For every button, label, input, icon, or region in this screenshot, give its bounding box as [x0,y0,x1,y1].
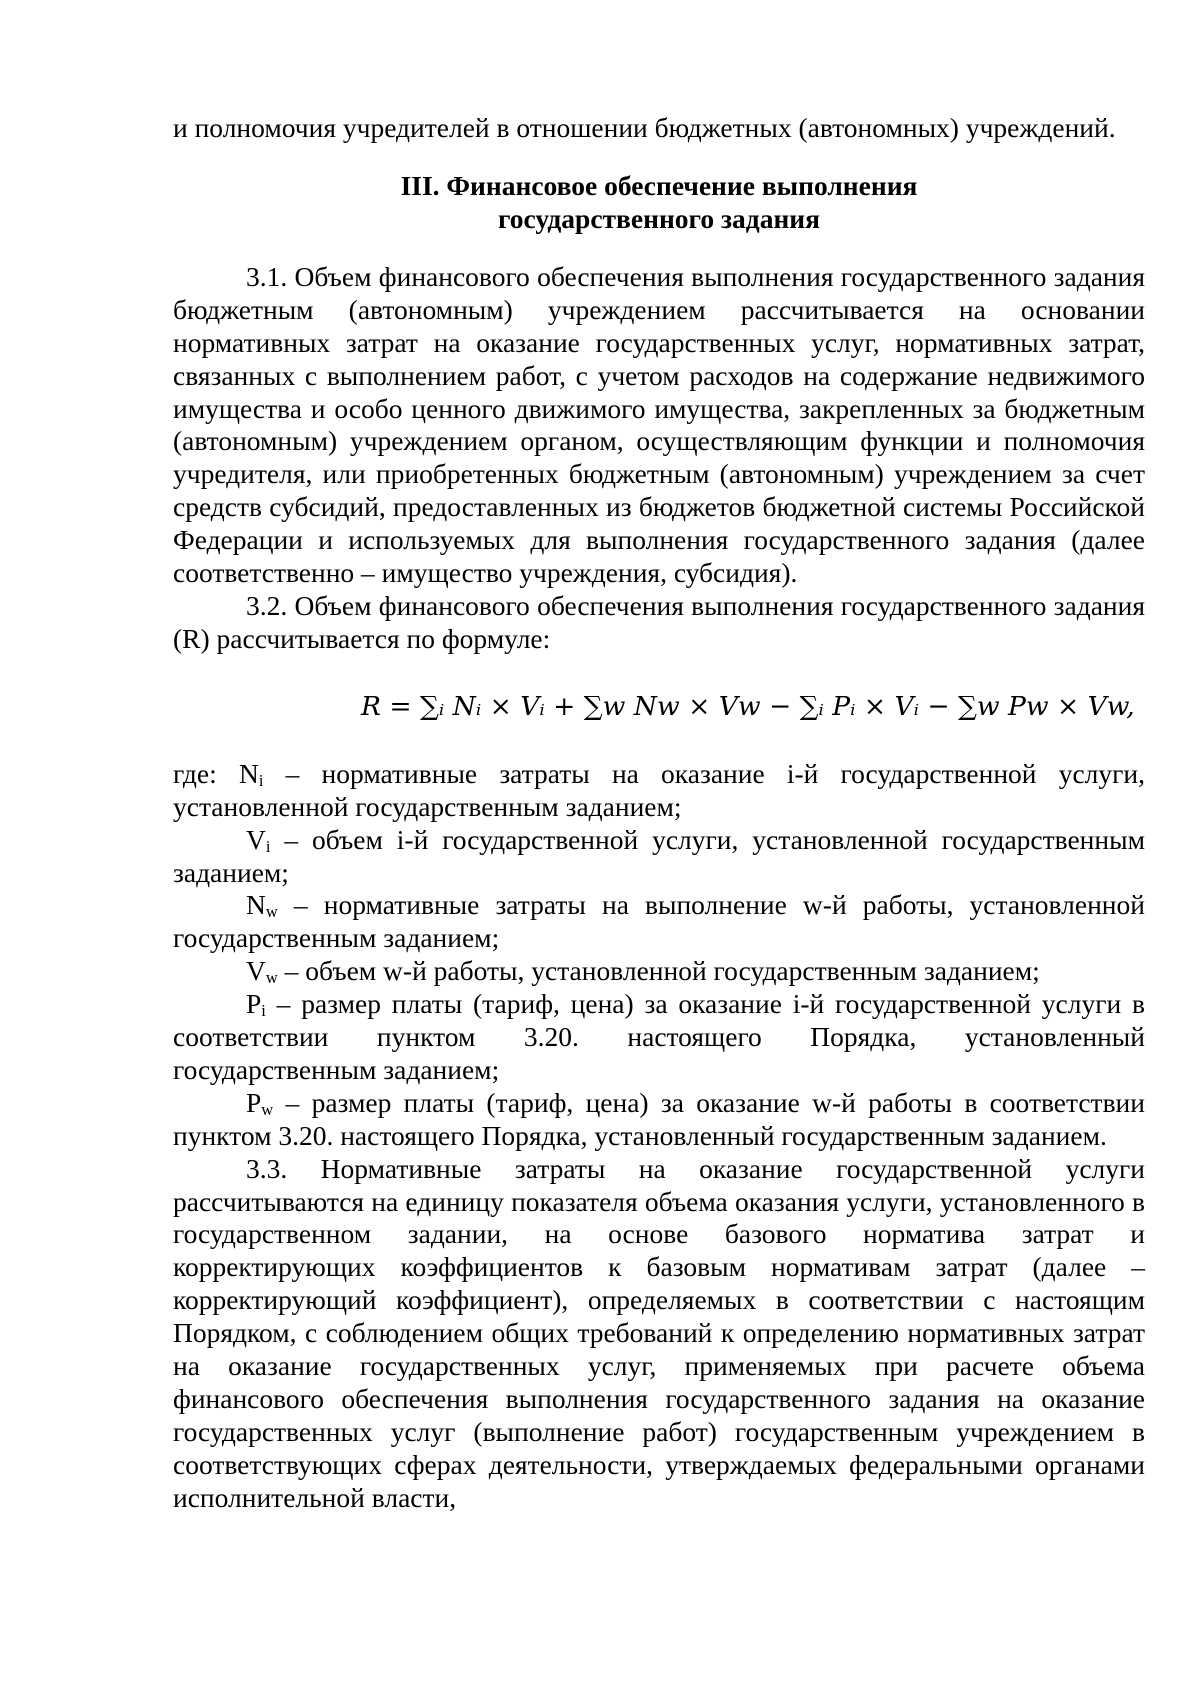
paragraph-3-2: 3.2. Объем финансового обеспечения выполнения государственного задания (R) рассчитывается по формуле: [173,589,1145,654]
paragraph-3-1: 3.1. Объем финансового обеспечения выполнения государственного задания бюджетным (автономным) учреждением рассчитывается на основании нормативных затрат на оказание государственных услуг, нормативных затрат, связанных с выполнением работ, с учетом расходов на содержание недвижимого имущества и особо ценного движимого имущества, закрепленных за бюджетным (автономным) учреждением органом, осуществляющим функции и полномочия учредителя, или приобретенных бюджетным (автономным) учреждением за счет средств субсидий, предоставленных из бюджетов бюджетной системы Российской Федерации и используемых для выполнения государственного задания (далее соответственно – имущество учреждения, субсидия). [173,260,1145,589]
definition-pw [173,1087,1145,1153]
definition-pi [173,988,1145,1087]
section-heading-line-1: III. Финансовое обеспечение выполнения [400,169,918,201]
definition-symbol: N [238,757,259,789]
definition-subscript: w [261,1099,274,1119]
definition-symbol: V [246,823,266,855]
section-heading-line-2: государственного задания [497,202,821,234]
definition-vw [173,955,1145,988]
definition-ni [173,758,1145,824]
definition-subscript: i [261,1001,266,1021]
definition-subscript: w [265,968,278,988]
formula: R = ∑ᵢ Nᵢ × Vᵢ + ∑w Nw × Vw − ∑ᵢ Pᵢ × Vᵢ − ∑w Pw × Vw, [361,690,1135,722]
definition-text: – размер платы (тариф, цена) за оказание w-й работы в соответствии пунктом 3.20. настоящего Порядка, установленный государственным заданием. [173,1086,1145,1151]
definition-symbol: P [246,1086,262,1118]
definition-subscript: i [265,836,271,856]
intro-paragraph: и полномочия учредителей в отношении бюджетных (автономных) учреждений. [173,112,1116,143]
definition-prefix: где: [173,757,239,789]
definition-text: – нормативные затраты на оказание i-й государственной услуги, установленной государственным заданием; [173,757,1146,822]
definition-text: – объем w-й работы, установленной государственным заданием; [277,955,1040,987]
definition-symbol: P [246,988,262,1020]
definition-symbol: V [246,955,266,987]
definition-text: – объем i-й государственной услуги, установленной государственным заданием; [173,823,1145,888]
definition-nw [173,889,1145,955]
paragraph-3-3: 3.3. Нормативные затраты на оказание государственной услуги рассчитываются на единицу показателя объема оказания услуги, установленного в государственном задании, на основе базового норматива затрат и корректирующих коэффициентов к базовым нормативам затрат (далее – корректирующий коэффициент), определяемых в соответствии с настоящим Порядком, с соблюдением общих требований к определению нормативных затрат на оказание государственных услуг, применяемых при расчете объема финансового обеспечения выполнения государственного задания на оказание государственных услуг (выполнение работ) государственным учреждением в соответствующих сферах деятельности, утверждаемых федеральными органами исполнительной власти, [173,1152,1145,1513]
definition-subscript: i [258,770,264,790]
definition-text: – размер платы (тариф, цена) за оказание i-й государственной услуги в соответствии пунктом 3.20. настоящего Порядка, установленный государственным заданием; [173,988,1145,1085]
document-page [173,112,1145,1515]
section-heading [173,169,1145,235]
definition-symbol: N [246,889,266,921]
definition-subscript: w [265,902,278,922]
definition-text: – нормативные затраты на выполнение w-й работы, установленной государственным заданием; [173,889,1145,954]
definition-vi [173,824,1145,890]
